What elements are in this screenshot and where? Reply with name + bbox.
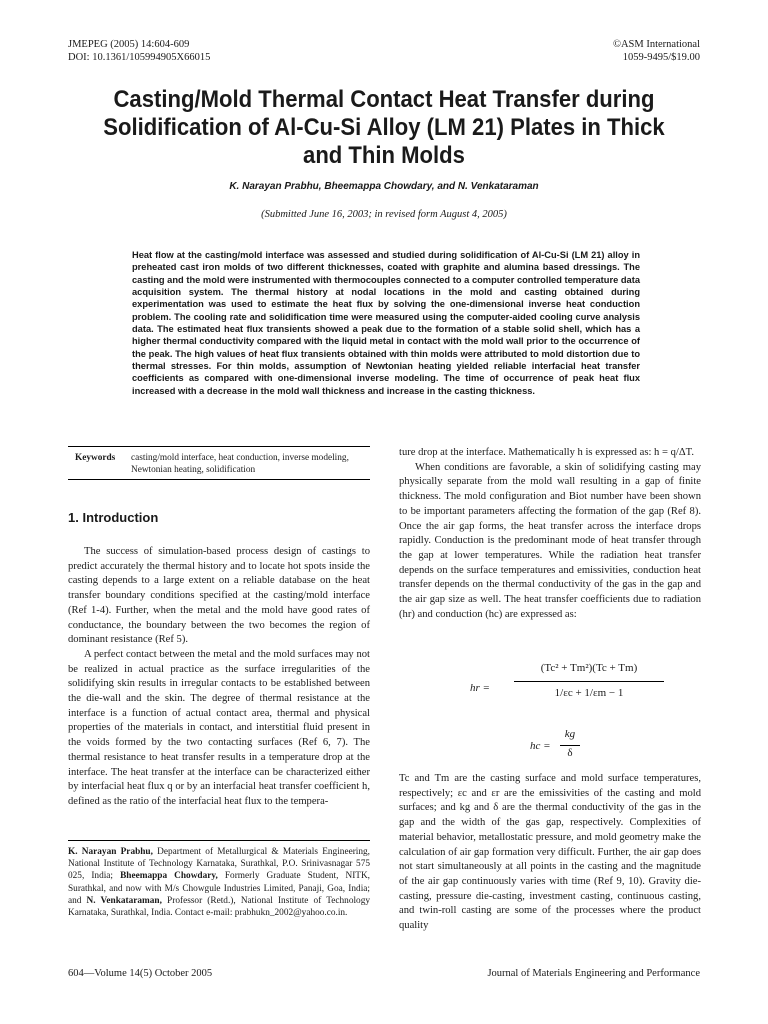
footnote-author-2: Bheemappa Chowdary, xyxy=(120,871,218,882)
equation-hr-denominator: 1/εc + 1/εm − 1 xyxy=(554,687,624,699)
right-column-top xyxy=(399,446,701,622)
paper-title: Casting/Mold Thermal Contact Heat Transfer during Solidification of Al-Cu-Si Alloy (LM 21) Plates in Thick and Thin Molds xyxy=(103,86,665,169)
keywords-label: Keywords xyxy=(75,453,116,463)
journal-ref: JMEPEG (2005) 14:604-609 xyxy=(68,39,190,50)
footer-volume-info: 604—Volume 14(5) October 2005 xyxy=(68,968,213,979)
footnote-affiliation-3: Professor (Retd.), National Institute of Technology Karnataka, Surathkal, India. Contact e-mail: prabhukn_2002@yahoo.co.in. xyxy=(68,895,371,919)
publisher: ©ASM International xyxy=(612,39,700,50)
intro-paragraph-1: The success of simulation-based process design of castings to predict accurately the thermal history and to locate hot spots inside the casting depends to a large extent on a reliable database on the heat transfer boundary conditions specified at the casting/mold interface (Ref 1-4). Further, when the metal and the mold have good rates of conductance, the boundary between the two becomes the region of dominant resistance (Ref 5). xyxy=(68,546,370,646)
authors: K. Narayan Prabhu, Bheemappa Chowdary, and N. Venkataraman xyxy=(229,181,539,192)
equation-hr-fraction-bar xyxy=(514,681,664,682)
right-paragraph-3: Tc and Tm are the casting surface and mold surface temperatures, respectively; εc and εr are the emissivities of the casting and mold surfaces; and kg and δ are the thermal conductivity of the gas in the gap and the width of the gas gap, respectively. Complexities of material behavior, metallostatic pressure, and mold geometry make the calculation of air gap formation very difficult. Further, the air gap does not start simultaneously at all points in the casting and the magnitude of the air gap continuously varies with time (Ref 9, 10). Gravity die-casting, pressure die-casting, investment casting, continuous casting, and twin-roll casting are some of the processes where the product quality xyxy=(399,773,701,932)
issn-price: 1059-9495/$19.00 xyxy=(622,51,700,63)
section-heading: 1. Introduction xyxy=(68,510,159,525)
header-left xyxy=(68,39,210,64)
submission-dates: (Submitted June 16, 2003; in revised form August 4, 2005) xyxy=(261,209,507,220)
right-paragraph-2: When conditions are favorable, a skin of solidifying casting may physically separate from the mold wall resulting in a gap of finite thickness. The mold configuration and Biot number have been shown to be important parameters affecting the formation of the gap (Ref 8). Once the air gap forms, the heat transfer across the interface drops rapidly. Conduction is the predominant mode of heat transfer through the gap at lower temperatures. While the radiation heat transfer depends on the surface temperatures and emissivities, conduction heat transfer depends on the thermal conductivity of the gas in the gap and the air gap size as well. The heat transfer coefficients due to radiation (hr) and conduction (hc) are expressed as: xyxy=(399,461,701,620)
equation-hc-fraction-bar xyxy=(560,745,580,746)
footnote-author-1: K. Narayan Prabhu, xyxy=(68,847,153,857)
equation-hr xyxy=(470,660,670,720)
right-column-bottom xyxy=(399,772,701,934)
right-paragraph-1: ture drop at the interface. Mathematically h is expressed as: h = q/ΔT. xyxy=(399,447,694,458)
equation-hc-lhs: hc = xyxy=(530,740,551,752)
intro-paragraph-2: A perfect contact between the metal and the mold surfaces may not be realized in actual practice as the surface irregularities of the solidifying skin results in irregular contacts to be established between the die-wall and the skin. The degree of thermal resistance at the interface is a function of actual contact area, thermal and physical properties of the materials in contact, and interstitial fluid present in the voids formed by the two contacting surfaces (Ref 6, 7). The thermal resistance to heat transfer results in a temperature drop at the interface. The heat transfer at the interface can be characterized either by interfacial heat flux q or by an interfacial heat transfer coefficient h, defined as the ratio of the interfacial heat flux to the tempera- xyxy=(68,648,370,807)
keywords-box xyxy=(68,446,370,480)
left-column xyxy=(68,545,370,810)
equation-hc-numerator: kg xyxy=(564,728,576,740)
footnote-divider xyxy=(68,840,370,841)
author-footnote xyxy=(68,846,370,919)
keywords-text: casting/mold interface, heat conduction, inverse modeling, Newtonian heating, solidification xyxy=(131,453,349,475)
abstract: Heat flow at the casting/mold interface was assessed and studied during solidification of Al-Cu-Si (LM 21) alloy in preheated cast iron molds of two different thicknesses, coated with graphite and alumina based dressings. The casting and the mold were instrumented with thermocouples connected to a computer controlled temperature data acquisition system. The thermal history at nodal locations in the mold and casting obtained during experimentation was used to estimate the heat flux by solving the one-dimensional inverse heat conduction problem. The cooling rate and solidification time were measured using the computer-aided cooling curve analysis data. The estimated heat flux transients showed a peak due to the formation of a stable solid shell, which has a higher thermal conductivity compared with the liquid metal in contact with the mold wall prior to the occurrence of the peak. The high values of heat flux transients obtained with thin molds were attributed to mold distortion due to thermal stresses. For thin molds, assumption of Newtonian heating yielded reliable interfacial heat transfer coefficients as compared with one-dimensional inverse modeling. The time of occurrence of peak heat flux increased with a decrease in the mold wall thickness and increase in the casting thickness. xyxy=(132,250,640,396)
footnote-affiliation-2: Formerly Graduate Student, NITK, Surathkal, and now with M/s Chowgule Industries Limited, Panaji, Goa, India; and xyxy=(68,871,371,906)
footnote-affiliation-1: Department of Metallurgical & Materials Engineering, National Institute of Technology Karnataka, Surathkal, P.O. Srinivasnagar 575 025, India; xyxy=(68,847,370,882)
doi: DOI: 10.1361/105994905X66015 xyxy=(68,51,211,63)
footer-journal-name: Journal of Materials Engineering and Performance xyxy=(487,968,700,979)
footnote-author-3: N. Venkataraman, xyxy=(86,895,162,906)
equation-hc xyxy=(530,728,590,762)
header-right xyxy=(613,39,700,64)
equation-hr-lhs: hr = xyxy=(470,682,490,694)
equation-hr-numerator: (Tc² + Tm²)(Tc + Tm) xyxy=(540,662,638,674)
equation-hc-denominator: δ xyxy=(567,747,573,759)
